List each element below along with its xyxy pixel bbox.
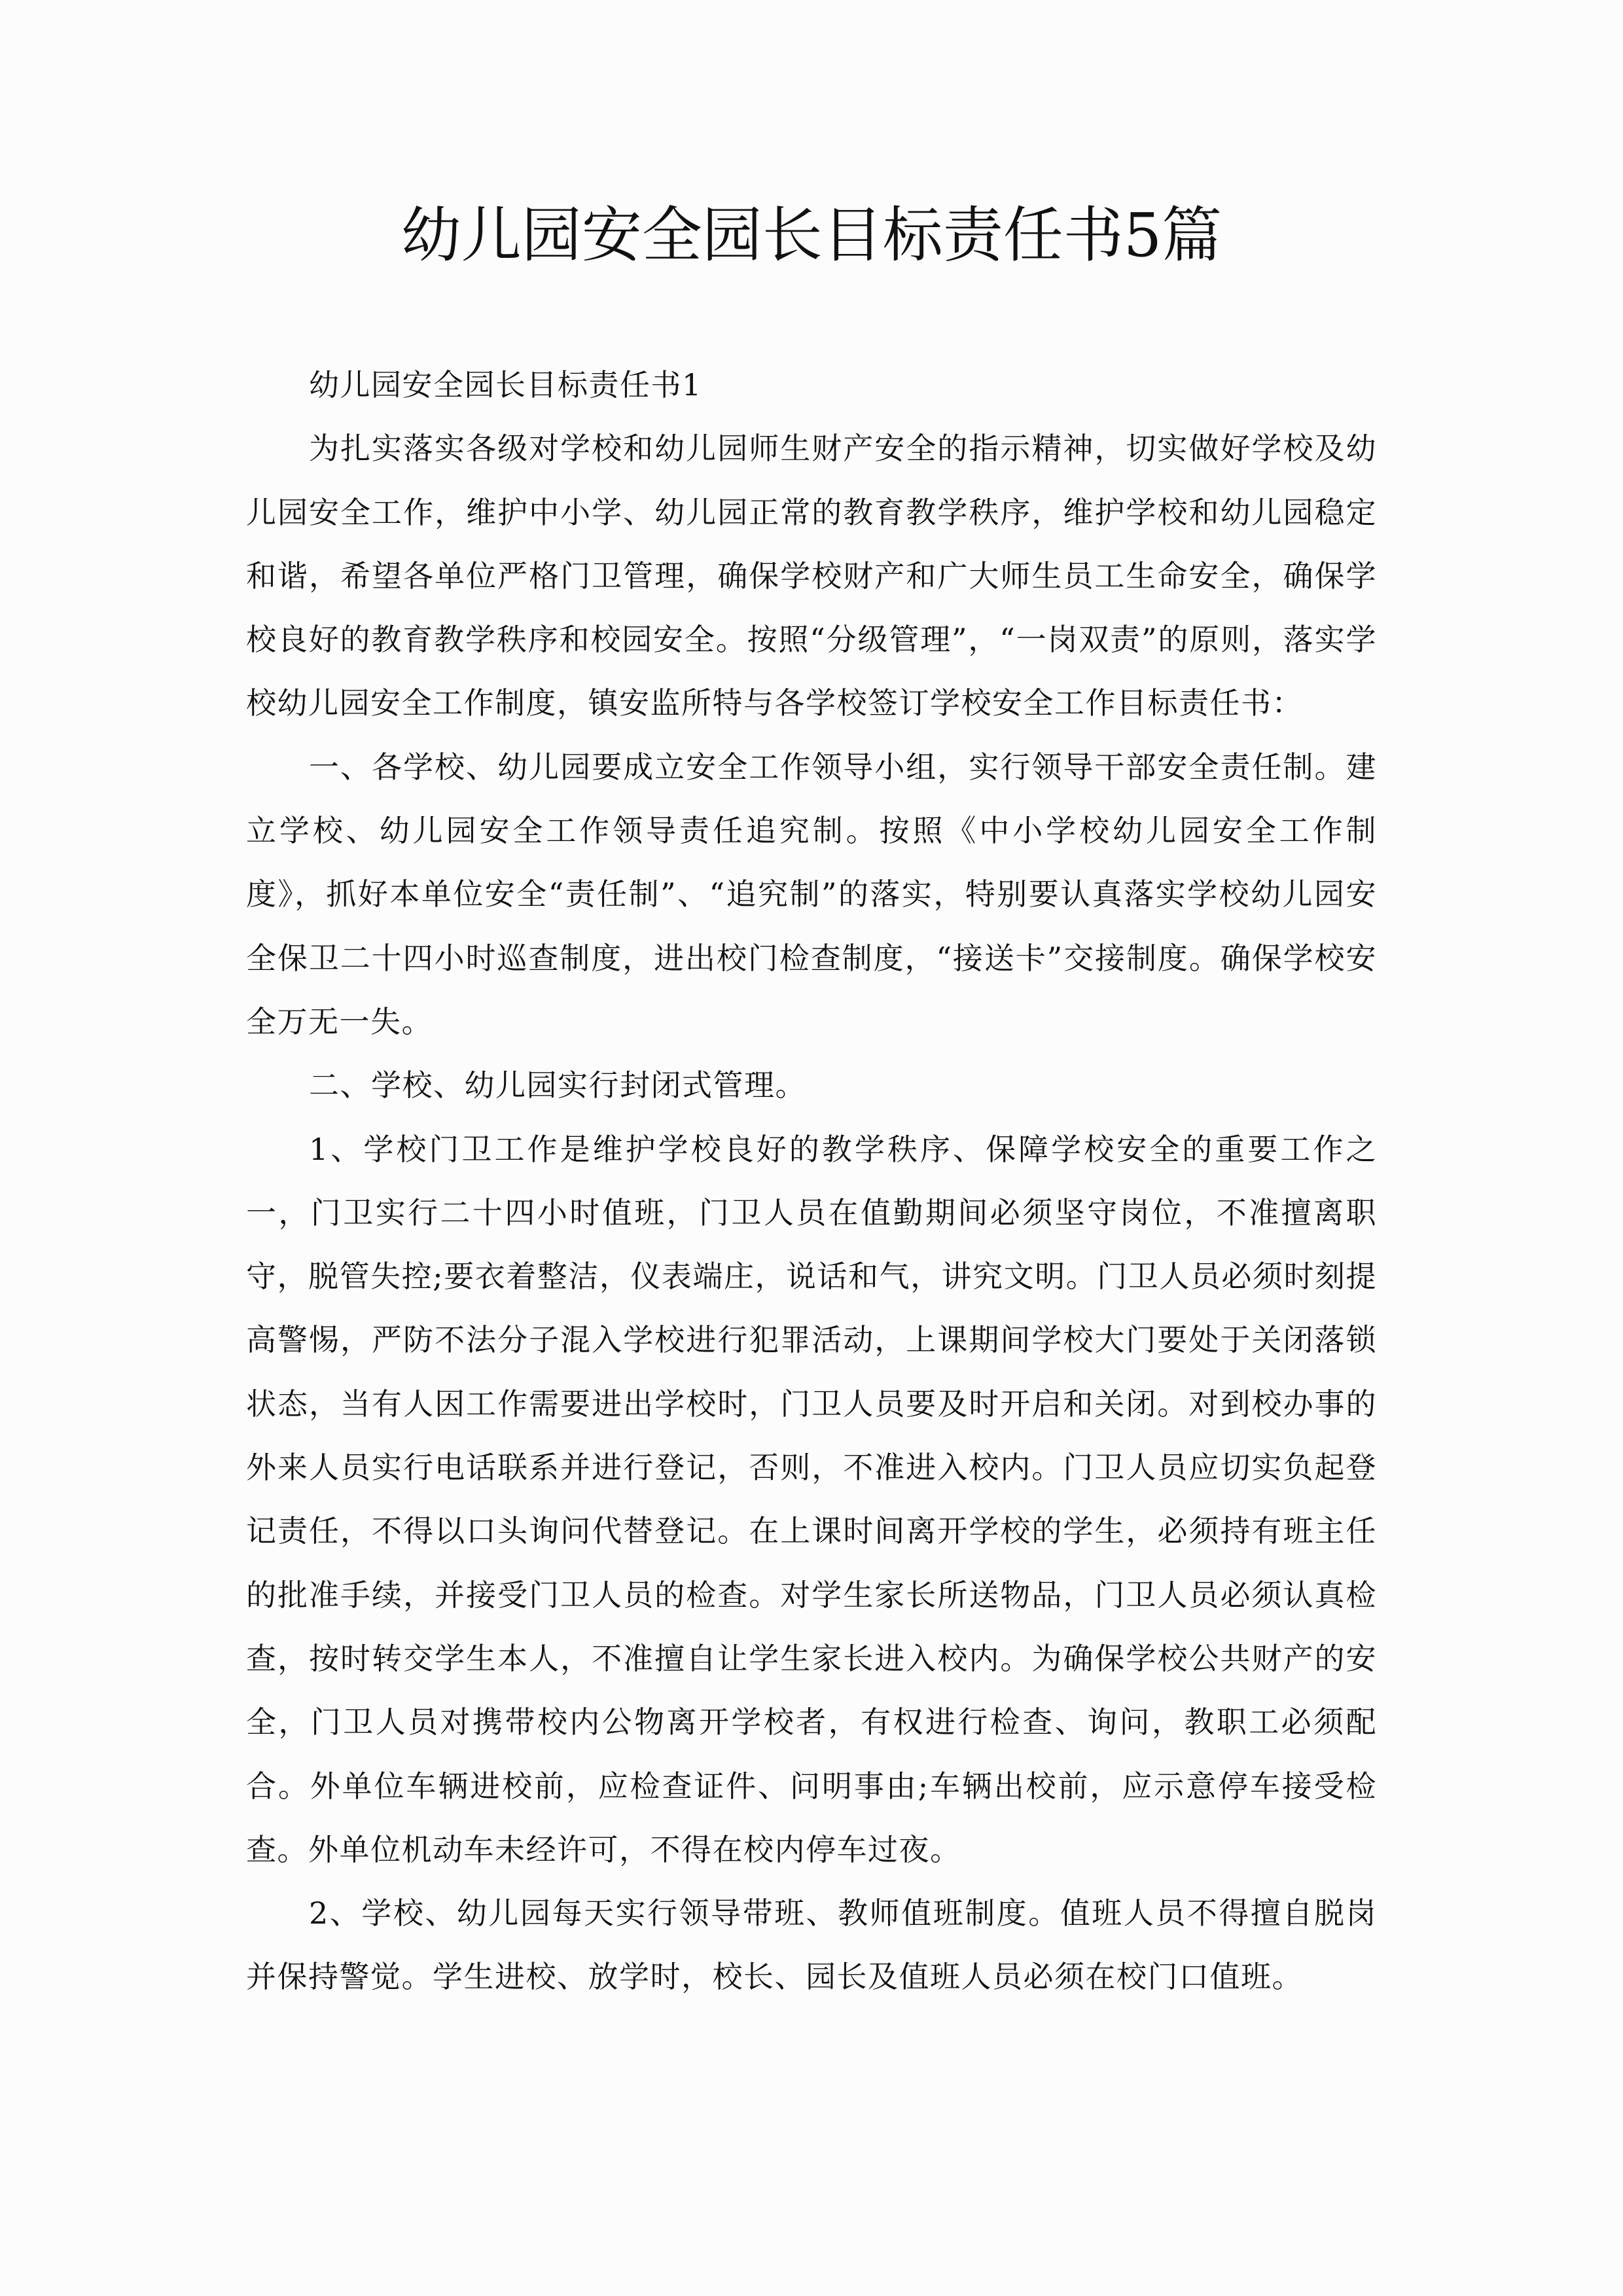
document-body — [246, 353, 1377, 2009]
document-title: 幼儿园安全园长目标责任书5篇 — [401, 200, 1222, 270]
paragraph-item-2: 二、学校、幼儿园实行封闭式管理。 — [309, 1067, 806, 1103]
section-heading: 幼儿园安全园长目标责任书1 — [309, 367, 702, 403]
paragraph-item-1: 一、各学校、幼儿园要成立安全工作领导小组，实行领导干部安全责任制。建立学校、幼儿园安全工作领导责任追究制。按照《中小学校幼儿园安全工作制度》，抓好本单位安全“责任制”、“追究制”的落实，特别要认真落实学校幼儿园安全保卫二十四小时巡查制度，进出校门检查制度，“接送卡”交接制度。确保学校安全万无一失。 — [246, 749, 1377, 1039]
paragraph-subitem-1: 1、学校门卫工作是维护学校良好的教学秩序、保障学校安全的重要工作之一，门卫实行二十四小时值班，门卫人员在值勤期间必须坚守岗位，不准擅离职守，脱管失控;要衣着整洁，仪表端庄，说话和气，讲究文明。门卫人员必须时刻提高警惕，严防不法分子混入学校进行犯罪活动，上课期间学校大门要处于关闭落锁状态，当有人因工作需要进出学校时，门卫人员要及时开启和关闭。对到校办事的外来人员实行电话联系并进行登记，否则，不准进入校内。门卫人员应切实负起登记责任，不得以口头询问代替登记。在上课时间离开学校的学生，必须持有班主任的批准手续，并接受门卫人员的检查。对学生家长所送物品，门卫人员必须认真检查，按时转交学生本人，不准擅自让学生家长进入校内。为确保学校公共财产的安全，门卫人员对携带校内公物离开学校者，有权进行检查、询问，教职工必须配合。外单位车辆进校前，应检查证件、问明事由;车辆出校前，应示意停车接受检查。外单位机动车未经许可，不得在校内停车过夜。 — [246, 1131, 1377, 1867]
paragraph-intro: 为扎实落实各级对学校和幼儿园师生财产安全的指示精神，切实做好学校及幼儿园安全工作，维护中小学、幼儿园正常的教育教学秩序，维护学校和幼儿园稳定和谐，希望各单位严格门卫管理，确保学校财产和广大师生员工生命安全，确保学校良好的教育教学秩序和校园安全。按照“分级管理”，“一岗双责”的原则，落实学校幼儿园安全工作制度，镇安监所特与各学校签订学校安全工作目标责任书： — [246, 431, 1377, 721]
paragraph-subitem-2: 2、学校、幼儿园每天实行领导带班、教师值班制度。值班人员不得擅自脱岗并保持警觉。学生进校、放学时，校长、园长及值班人员必须在校门口值班。 — [246, 1895, 1377, 1995]
